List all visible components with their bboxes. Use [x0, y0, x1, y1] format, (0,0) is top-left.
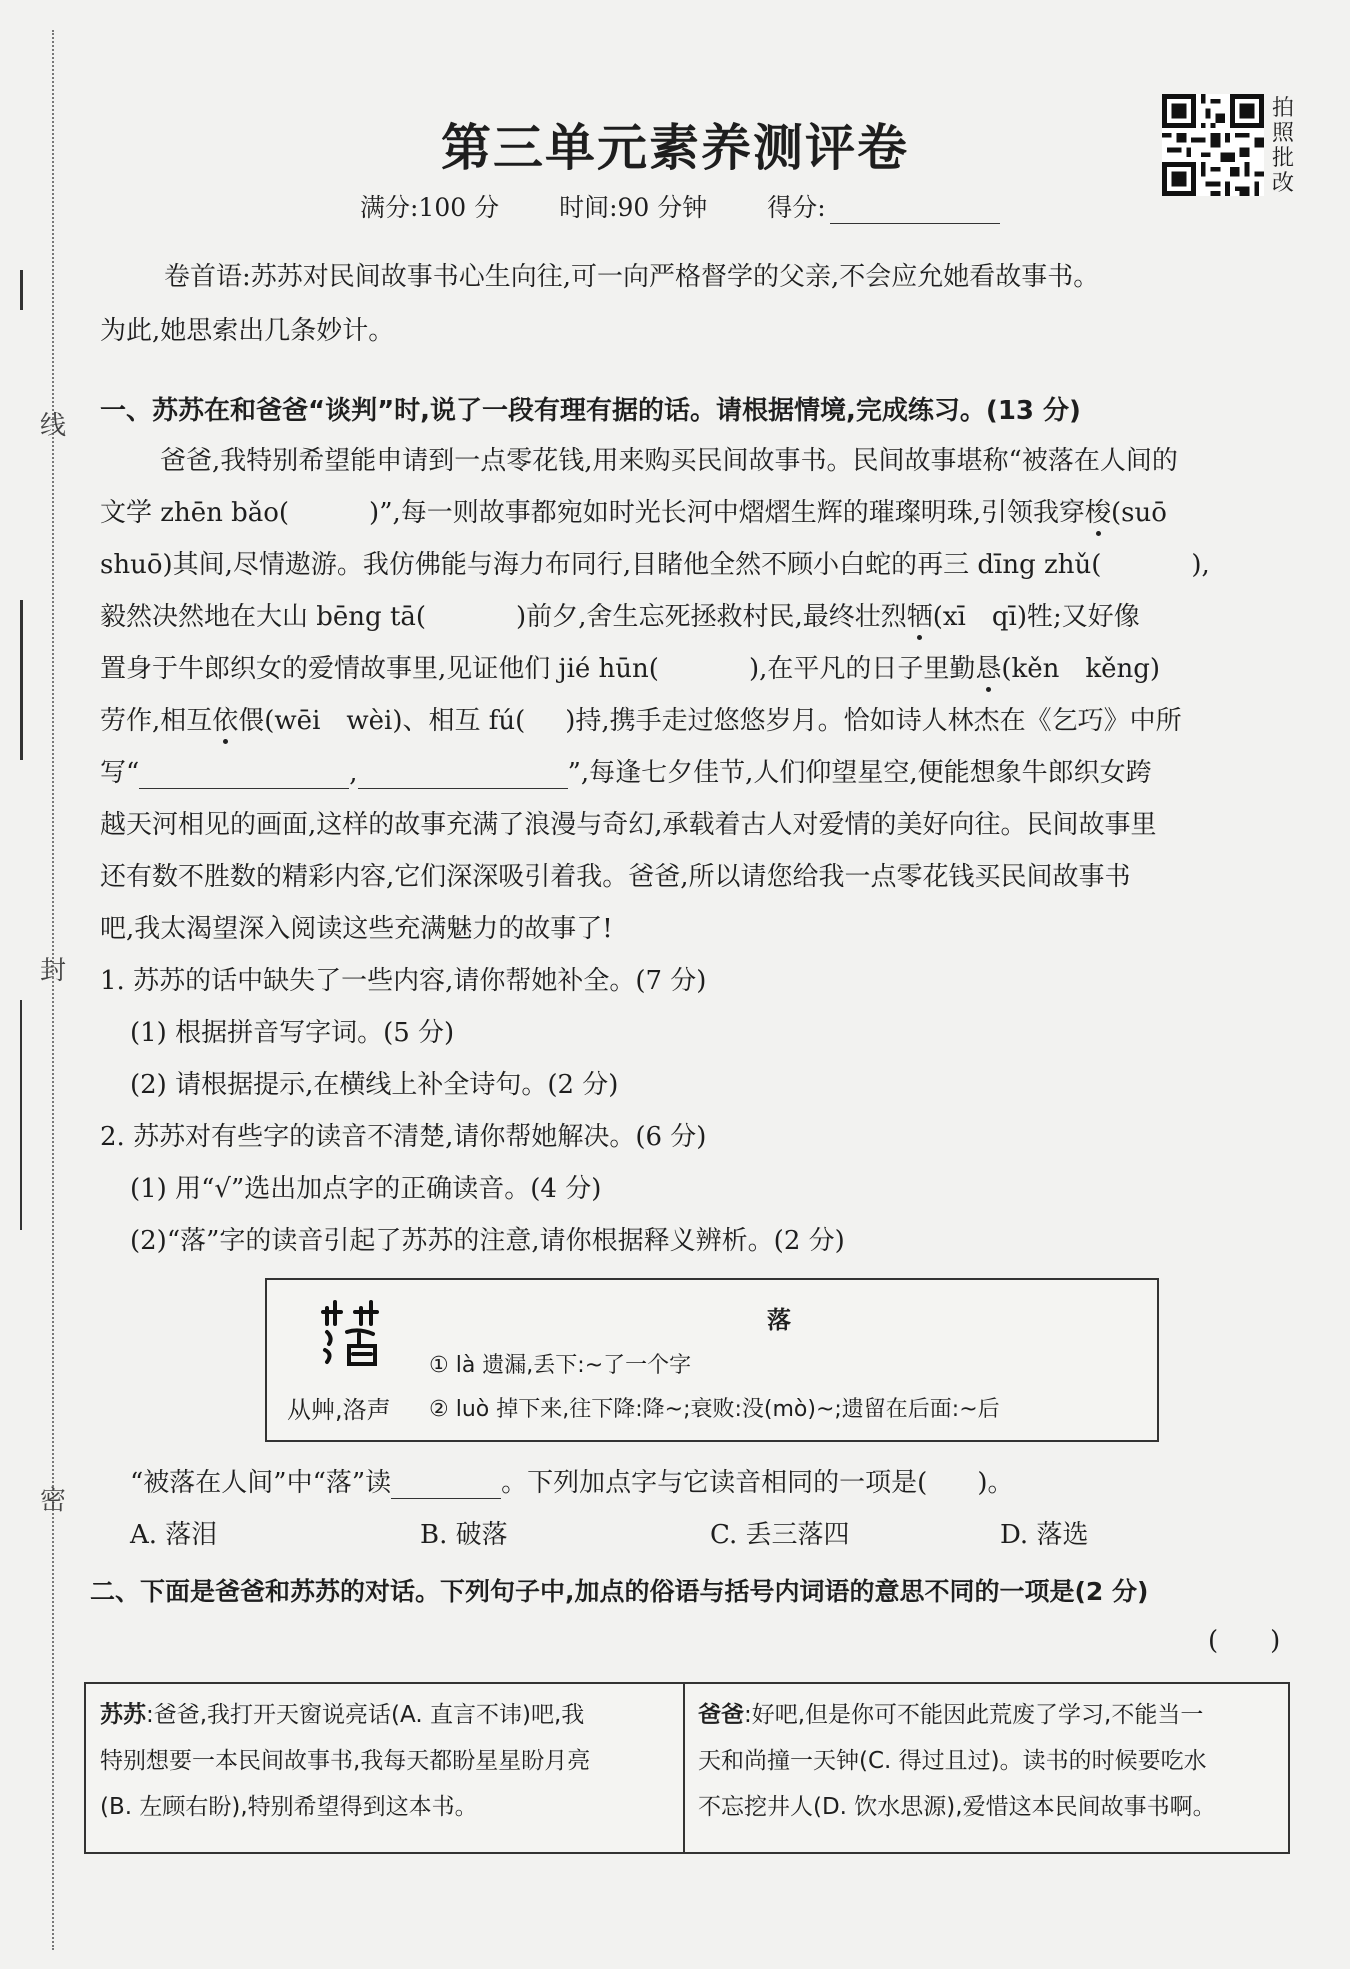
speaker-susu: 苏苏	[100, 1702, 146, 1728]
question-2: 2. 苏苏对有些字的读音不清楚,请你帮她解决。(6 分)	[100, 1122, 707, 1152]
score-label: 得分:	[767, 193, 826, 222]
dictionary-entry-box	[265, 1278, 1159, 1442]
question-1-1: (1) 根据拼音写字词。(5 分)	[130, 1018, 455, 1048]
baba-dialogue: 爸爸:好吧,但是你可不能因此荒废了学习,不能当一 天和尚撞一天钟(C. 得过且过)。读书的时候要吃水 不忘挖井人(D. 饮水思源),爱惜这本民间故事书啊。	[698, 1702, 1216, 1820]
definition-1: ① là 遗漏,丢下:~了一个字	[429, 1353, 692, 1378]
question-2-1: (1) 用“√”选出加点字的正确读音。(4 分)	[130, 1174, 602, 1204]
passage-line: 劳作,相互依偎(wēi wèi)、相互 fú( )持,携手走过悠悠岁月。恰如诗人林杰在《乞巧》中所	[100, 706, 1182, 736]
margin-rule	[20, 1000, 22, 1230]
passage-line: 吧,我太渴望深入阅读这些充满魅力的故事了!	[100, 914, 613, 944]
definition-2: ② luò 掉下来,往下降:降~;衰败:没(mò)~;遗留在后面:~后	[429, 1397, 1000, 1422]
passage-line: 文学 zhēn bǎo( )”,每一则故事都宛如时光长河中熠熠生辉的璀璨明珠,引领我穿梭(suō	[100, 498, 1167, 528]
answer-blank[interactable]	[659, 659, 749, 685]
poem-blank[interactable]	[139, 762, 349, 789]
intro-line: 为此,她思索出几条妙计。	[100, 316, 395, 346]
qr-code-icon[interactable]	[1162, 94, 1264, 196]
section-heading: 二、下面是爸爸和苏苏的对话。下列句子中,加点的俗语与括号内词语的意思不同的一项是(2 分)	[90, 1577, 1149, 1606]
question-1: 1. 苏苏的话中缺失了一些内容,请你帮她补全。(7 分)	[100, 966, 707, 996]
dialogue-divider	[683, 1684, 685, 1852]
option-b[interactable]: B. 破落	[420, 1520, 508, 1550]
question-1-2: (2) 请根据提示,在横线上补全诗句。(2 分)	[130, 1070, 619, 1100]
margin-mark-seal: 封	[39, 956, 66, 986]
page-title: 第三单元素养测评卷	[441, 118, 909, 177]
character-origin: 从艸,洛声	[287, 1396, 391, 1424]
margin-rule	[20, 270, 23, 310]
option-list	[130, 1514, 1335, 1551]
passage-line: 写“ , ”,每逢七夕佳节,人们仰望星空,便能想象牛郎织女跨	[100, 758, 1152, 788]
answer-choice-blank[interactable]	[927, 1473, 977, 1499]
section-heading: 一、苏苏在和爸爸“谈判”时,说了一段有理有据的话。请根据情境,完成练习。(13 分)	[100, 396, 1081, 426]
passage-line: 爸爸,我特别希望能申请到一点零花钱,用来购买民间故事书。民间故事堪称“被落在人间的	[160, 446, 1178, 476]
dictionary-headword: 落	[767, 1306, 791, 1334]
margin-rule	[20, 600, 23, 760]
passage-line: 置身于牛郎织女的爱情故事里,见证他们 jié hūn( ),在平凡的日子里勤恳(kěn kěng)	[100, 654, 1161, 684]
answer-blank[interactable]	[391, 1472, 501, 1499]
passage-line: 毅然决然地在大山 bēng tā( )前夕,舍生忘死拯救村民,最终壮烈牺(xī qī)牲;又好像	[100, 602, 1140, 632]
binding-line	[52, 30, 54, 1950]
option-d[interactable]: D. 落选	[1000, 1520, 1089, 1550]
dialogue-box	[84, 1682, 1290, 1854]
intro-line: 卷首语:苏苏对民间故事书心生向往,可一向严格督学的父亲,不会应允她看故事书。	[164, 262, 1100, 292]
full-score: 满分:100 分	[360, 193, 500, 222]
speaker-baba: 爸爸	[698, 1702, 744, 1728]
question-2-2: (2)“落”字的读音引起了苏苏的注意,请你根据释义辨析。(2 分)	[130, 1226, 845, 1256]
susu-dialogue: 苏苏:爸爸,我打开天窗说亮话(A. 直言不讳)吧,我 特别想要一本民间故事书,我每天都盼星星盼月亮 (B. 左顾右盼),特别希望得到这本书。	[100, 1702, 591, 1820]
option-a[interactable]: A. 落泪	[130, 1520, 218, 1550]
answer-blank[interactable]	[525, 711, 565, 737]
poem-blank[interactable]	[358, 762, 568, 789]
answer-paren[interactable]: ( )	[1208, 1626, 1281, 1656]
passage-line: shuō)其间,尽情遨游。我仿佛能与海力布同行,目睹他全然不顾小白蛇的再三 dīng zhǔ( ),	[100, 550, 1210, 580]
question-2-2-prompt: “被落在人间”中“落”读 。下列加点字与它读音相同的一项是( )。	[130, 1468, 1014, 1498]
margin-mark-line: 线	[39, 411, 66, 441]
seal-script-luo-icon	[319, 1298, 383, 1378]
passage-line: 越天河相见的画面,这样的故事充满了浪漫与奇幻,承载着古人对爱情的美好向往。民间故事里	[100, 810, 1157, 840]
qr-label: 拍照批改	[1271, 96, 1294, 196]
answer-blank[interactable]	[1101, 555, 1191, 581]
score-meta	[360, 188, 1060, 224]
answer-blank[interactable]	[289, 503, 369, 529]
time-limit: 时间:90 分钟	[559, 193, 708, 222]
passage-line: 还有数不胜数的精彩内容,它们深深吸引着我。爸爸,所以请您给我一点零花钱买民间故事书	[100, 862, 1131, 892]
option-c[interactable]: C. 丢三落四	[710, 1520, 850, 1550]
margin-mark-secret: 密	[39, 1486, 66, 1516]
answer-blank[interactable]	[426, 607, 516, 633]
score-blank[interactable]	[830, 197, 1000, 224]
